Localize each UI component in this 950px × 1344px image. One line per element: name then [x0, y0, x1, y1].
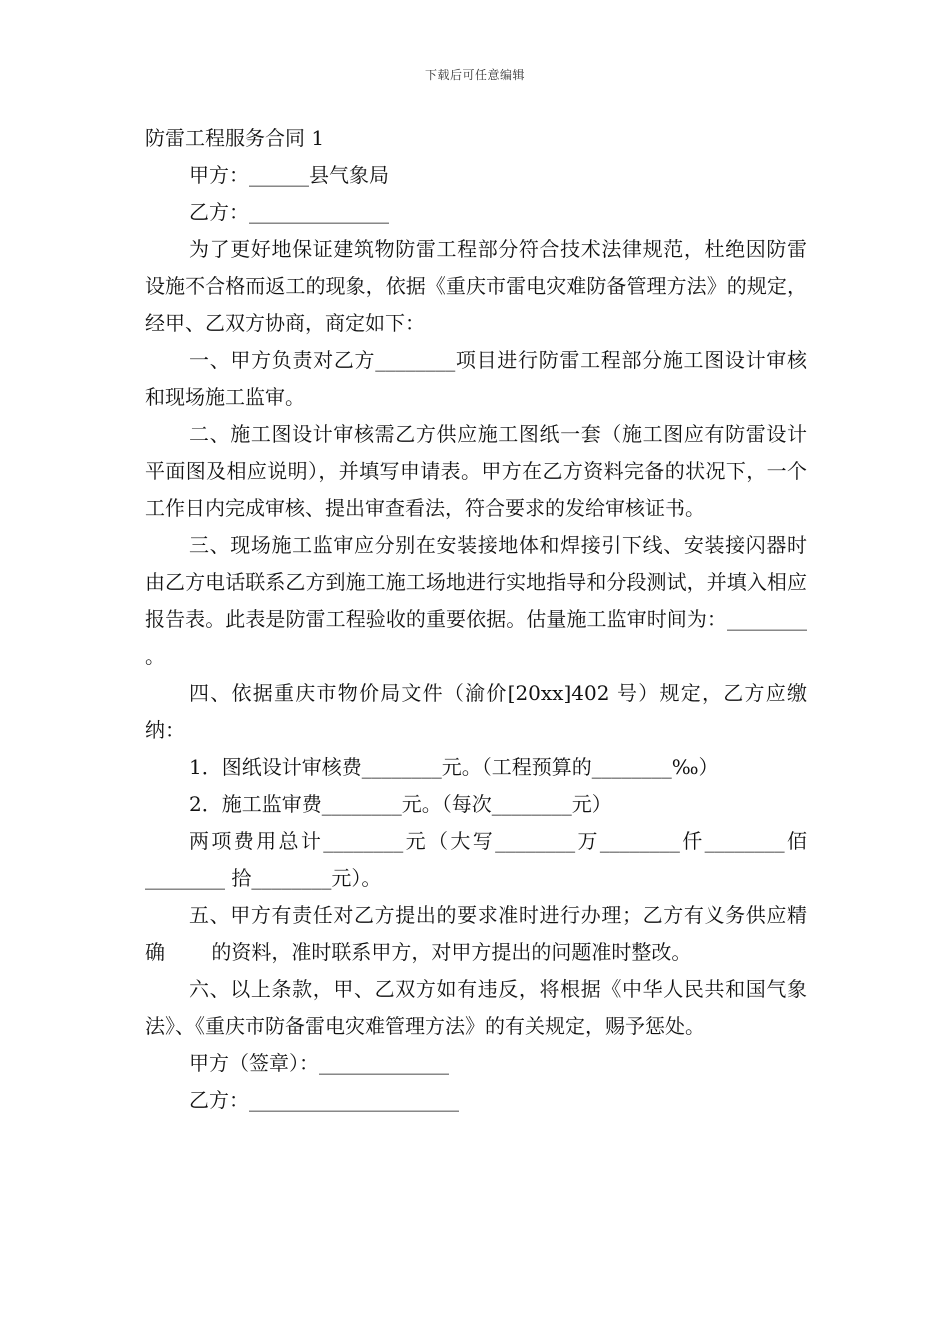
clause-5: 五、甲方有责任对乙方提出的要求准时进行办理；乙方有义务供应精确 的资料，准时联系甲方，对甲方提出的问题准时整改。 [145, 903, 807, 964]
clause-3: 三、现场施工监审应分别在安装接地体和焊接引下线、安装接闪器时由乙方电话联系乙方到施工施工场地进行实地指导和分段测试，并填入相应报告表。此表是防雷工程验收的重要依据。估量施工监审时间为：________ 。 [145, 533, 807, 668]
fee-item-1: 1．图纸设计审核费________元。（工程预算的________‰） [189, 755, 719, 779]
clause-6: 六、以上条款，甲、乙双方如有违反，将根据《中华人民共和国气象法》、《重庆市防备雷电灾难管理方法》的有关规定，赐予惩处。 [145, 977, 807, 1038]
party-a-line: 甲方：______县气象局 [189, 163, 389, 187]
clause-2: 二、施工图设计审核需乙方供应施工图纸一套（施工图应有防雷设计平面图及相应说明），并填写申请表。甲方在乙方资料完备的状况下，一个工作日内完成审核、提出审查看法，符合要求的发给审核证书。 [145, 422, 807, 520]
document-title: 防雷工程服务合同 1 [145, 126, 325, 150]
party-b-line: 乙方：______________ [189, 200, 389, 224]
clause-4: 四、依据重庆市物价局文件（渝价[20xx]402 号）规定，乙方应缴纳： [145, 681, 807, 742]
page-header-note: 下载后可任意编辑 [424, 68, 525, 82]
document-body [145, 120, 807, 1119]
preamble-paragraph: 为了更好地保证建筑物防雷工程部分符合技术法律规范，杜绝因防雷设施不合格而返工的现象，依据《重庆市雷电灾难防备管理方法》的规定，经甲、乙双方协商，商定如下： [145, 237, 807, 335]
fee-total: 两项费用总计________元（大写________万________仟________佰________ 拾________元）。 [145, 829, 807, 890]
clause-1: 一、甲方负责对乙方________项目进行防雷工程部分施工图设计审核和现场施工监审。 [145, 348, 807, 409]
signature-party-a: 甲方（签章）：_____________ [189, 1051, 449, 1075]
fee-item-2: 2．施工监审费________元。（每次________元） [189, 792, 612, 816]
signature-party-b: 乙方：_____________________ [189, 1088, 459, 1112]
